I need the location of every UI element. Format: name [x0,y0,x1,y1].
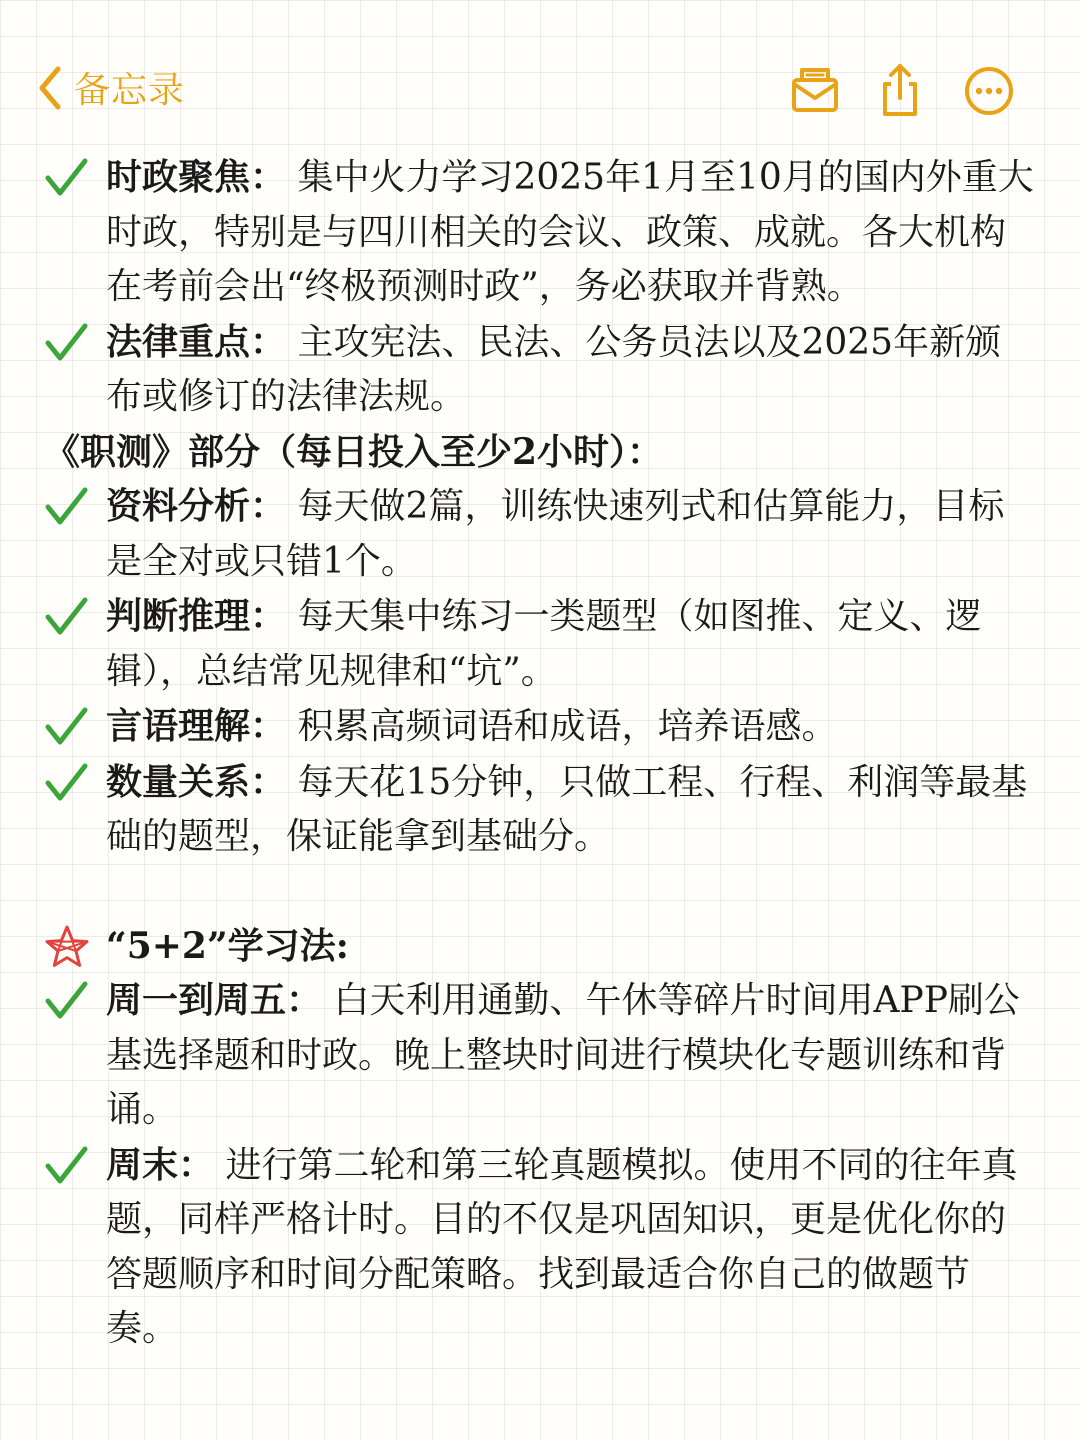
share-icon [872,62,928,118]
more-icon [962,62,1018,118]
item-label: 资料分析： [106,485,287,527]
checkmark-icon [44,321,88,365]
list-item [44,1138,1034,1357]
nav-bar [0,0,1080,150]
item-label: 时政聚焦： [106,156,287,198]
more-button[interactable] [962,62,1018,118]
list-item [44,150,1034,315]
item-text: 集中火力学习2025年1月至10月的国内外重大时政，特别是与四川相关的会议、政策、成就。各大机构在考前会出“终极预测时政”，务必获取并背熟。 [106,157,1034,307]
checkmark-icon [44,485,88,529]
mail-icon [786,62,842,118]
share-button[interactable] [872,62,928,118]
item-label: 法律重点： [106,320,287,363]
item-text: 进行第二轮和第三轮真题模拟。使用不同的往年真题，同样严格计时。目的不仅是巩固知识，更是优化你的答题顺序和时间分配策略。找到最适合你自己的做题节奏。 [106,1144,1018,1349]
method-heading: “5+2”学习法: [106,924,349,967]
back-label: 备忘录 [74,70,186,111]
item-label: 周一到周五： [106,979,323,1021]
checkmark-icon [44,979,88,1023]
checkmark-icon [44,595,88,639]
item-label: 数量关系： [106,760,287,803]
list-item [44,973,1034,1138]
checkmark-icon [44,156,88,200]
item-label: 判断推理： [106,595,287,637]
method-heading-row [44,919,1034,974]
item-text: 每天做2篇，训练快速列式和估算能力，目标是全对或只错1个。 [106,486,1005,582]
checkmark-icon [44,761,88,805]
star-icon [44,923,90,969]
item-text: 积累高频词语和成语，培养语感。 [297,706,838,747]
item-text: 每天集中练习一类题型（如图推、定义、逻辑），总结常见规律和“坑”。 [106,596,982,692]
mail-button[interactable] [786,62,842,118]
checkmark-icon [44,705,88,749]
list-item [44,755,1034,865]
item-label: 言语理解： [106,705,287,747]
list-item [44,315,1034,425]
item-text: 白天利用通勤、午休等碎片时间用APP刷公基选择题和时政。晚上整块时间进行模块化专题训练和背诵。 [106,980,1020,1130]
back-chevron-icon [36,65,64,111]
list-item [44,589,1034,699]
item-label: 周末： [106,1143,215,1186]
checkmark-icon [44,1144,88,1188]
blank-line [44,865,1034,919]
list-item [44,699,1034,755]
item-text: 每天花15分钟，只做工程、行程、利润等最基础的题型，保证能拿到基础分。 [106,761,1028,857]
back-button[interactable] [36,62,185,113]
list-item [44,479,1034,589]
section-heading: 《职测》部分（每日投入至少2小时）： [44,430,664,473]
note-body[interactable] [44,150,1034,1357]
item-text: 主攻宪法、民法、公务员法以及2025年新颁布或修订的法律法规。 [106,321,1002,417]
